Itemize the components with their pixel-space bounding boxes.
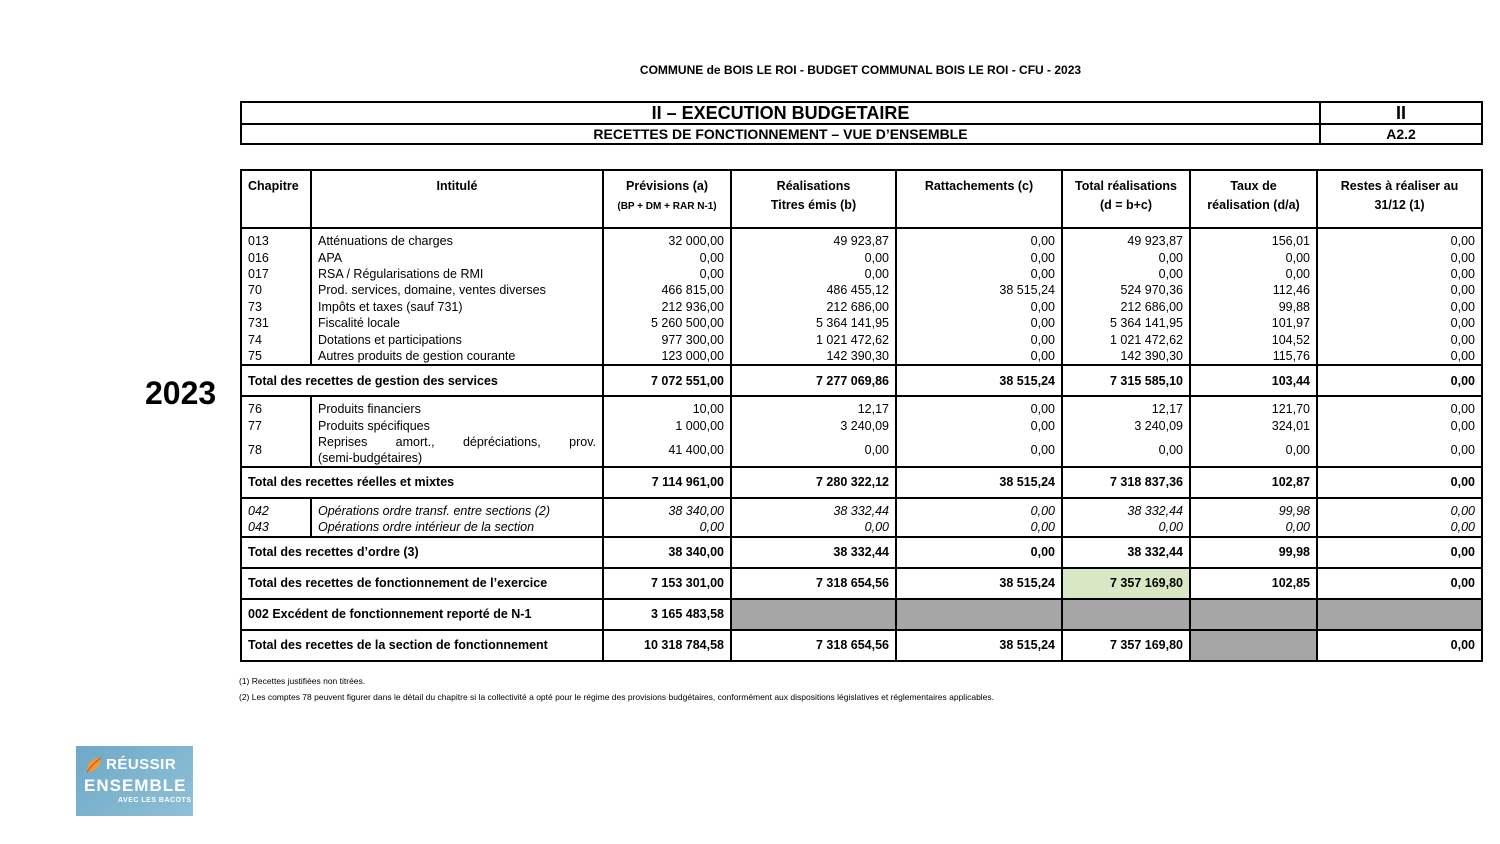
total-cell-rest: 0,00: [1317, 537, 1482, 568]
value-cell-ratt: 0,00: [896, 418, 1062, 434]
total-row: [241, 599, 1482, 630]
value-cell-tot: 5 364 141,95: [1062, 315, 1190, 331]
value-cell-taux: 101,97: [1190, 315, 1317, 331]
total-cell-ratt: 38 515,24: [896, 568, 1062, 599]
value-cell-tot: 38 332,44: [1062, 503, 1190, 519]
col-chapitre: Chapitre: [241, 170, 311, 228]
value-cell-real: 49 923,87: [731, 233, 896, 249]
value-cell-rest: 0,00: [1317, 418, 1482, 434]
table-row: [241, 315, 1482, 331]
table-row: [241, 418, 1482, 434]
section-subtitle: RECETTES DE FONCTIONNEMENT – VUE D’ENSEMBLE: [241, 124, 1320, 144]
total-label: Total des recettes de la section de fonctionnement: [241, 630, 603, 661]
chapitre-cell: 016: [241, 249, 311, 265]
total-cell-tot: 7 315 585,10: [1062, 365, 1190, 396]
logo: [76, 746, 193, 816]
table-row: [241, 266, 1482, 282]
value-cell-real: 212 686,00: [731, 299, 896, 315]
total-label: 002 Excédent de fonctionnement reporté de N-1: [241, 599, 603, 630]
value-cell-taux: 99,88: [1190, 299, 1317, 315]
total-row: [241, 365, 1482, 396]
footnote-1: (1) Recettes justifiées non titrées.: [239, 676, 366, 686]
total-cell-rest: [1317, 599, 1482, 630]
document-title: COMMUNE de BOIS LE ROI - BUDGET COMMUNAL BOIS LE ROI - CFU - 2023: [639, 63, 1082, 77]
value-cell-prev: 123 000,00: [603, 348, 731, 365]
intitule-cell: Fiscalité locale: [311, 315, 603, 331]
col-restes: Restes à réaliser au 31/12 (1): [1317, 170, 1482, 228]
intitule-cell: Prod. services, domaine, ventes diverses: [311, 282, 603, 298]
total-label: Total des recettes de fonctionnement de l’exercice: [241, 568, 603, 599]
total-cell-ratt: 38 515,24: [896, 365, 1062, 396]
total-label: Total des recettes d’ordre (3): [241, 537, 603, 568]
total-label: Total des recettes réelles et mixtes: [241, 467, 603, 498]
total-cell-rest: 0,00: [1317, 568, 1482, 599]
value-cell-prev: 212 936,00: [603, 299, 731, 315]
table-row: [241, 249, 1482, 265]
total-cell-real: 7 318 654,56: [731, 630, 896, 661]
table-row: [241, 299, 1482, 315]
value-cell-taux: 0,00: [1190, 266, 1317, 282]
value-cell-rest: 0,00: [1317, 233, 1482, 249]
total-cell-prev: 7 072 551,00: [603, 365, 731, 396]
total-cell-rest: 0,00: [1317, 630, 1482, 661]
value-cell-taux: 0,00: [1190, 434, 1317, 467]
total-cell-prev: 10 318 784,58: [603, 630, 731, 661]
section-header: [240, 101, 1483, 145]
col-previsions: Prévisions (a) (BP + DM + RAR N-1): [603, 170, 731, 228]
value-cell-ratt: 38 515,24: [896, 282, 1062, 298]
value-cell-prev: 0,00: [603, 249, 731, 265]
value-cell-prev: 41 400,00: [603, 434, 731, 467]
value-cell-prev: 0,00: [603, 519, 731, 536]
value-cell-prev: 977 300,00: [603, 331, 731, 347]
value-cell-rest: 0,00: [1317, 249, 1482, 265]
col-rattachements: Rattachements (c): [896, 170, 1062, 228]
footnotes: [239, 673, 994, 705]
logo-line2: ENSEMBLE: [84, 776, 187, 795]
value-cell-taux: 156,01: [1190, 233, 1317, 249]
total-cell-prev: 3 165 483,58: [603, 599, 731, 630]
total-cell-taux: 102,85: [1190, 568, 1317, 599]
value-cell-ratt: 0,00: [896, 331, 1062, 347]
value-cell-ratt: 0,00: [896, 266, 1062, 282]
col-realisations: Réalisations Titres émis (b): [731, 170, 896, 228]
total-cell-tot: 38 332,44: [1062, 537, 1190, 568]
intitule-cell: Opérations ordre transf. entre sections (2): [311, 503, 603, 519]
table-row: [241, 503, 1482, 519]
total-cell-taux: 102,87: [1190, 467, 1317, 498]
value-cell-tot: 0,00: [1062, 519, 1190, 536]
budget-table: [240, 169, 1483, 662]
chapitre-cell: 76: [241, 401, 311, 417]
value-cell-real: 486 455,12: [731, 282, 896, 298]
total-cell-real: 7 280 322,12: [731, 467, 896, 498]
value-cell-ratt: 0,00: [896, 315, 1062, 331]
value-cell-tot: 49 923,87: [1062, 233, 1190, 249]
total-cell-taux: [1190, 630, 1317, 661]
value-cell-tot: 142 390,30: [1062, 348, 1190, 365]
value-cell-real: 3 240,09: [731, 418, 896, 434]
chapitre-cell: 731: [241, 315, 311, 331]
table-header-row: [241, 170, 1482, 228]
total-cell-tot: 7 318 837,36: [1062, 467, 1190, 498]
value-cell-tot: 0,00: [1062, 266, 1190, 282]
value-cell-real: 0,00: [731, 249, 896, 265]
value-cell-rest: 0,00: [1317, 519, 1482, 536]
value-cell-prev: 10,00: [603, 401, 731, 417]
chapitre-cell: 78: [241, 434, 311, 467]
leaf-icon: [85, 756, 103, 774]
chapitre-cell: 70: [241, 282, 311, 298]
table-row: [241, 331, 1482, 347]
total-cell-tot: 7 357 169,80: [1062, 630, 1190, 661]
chapitre-cell: 017: [241, 266, 311, 282]
total-row: [241, 467, 1482, 498]
value-cell-taux: 112,46: [1190, 282, 1317, 298]
chapitre-cell: 74: [241, 331, 311, 347]
chapitre-cell: 013: [241, 233, 311, 249]
total-cell-taux: 103,44: [1190, 365, 1317, 396]
intitule-cell: Autres produits de gestion courante: [311, 348, 603, 365]
intitule-line2: (semi-budgétaires): [318, 450, 423, 465]
chapitre-cell: 043: [241, 519, 311, 536]
table-row: [241, 348, 1482, 365]
total-cell-rest: 0,00: [1317, 365, 1482, 396]
total-cell-tot: [1062, 599, 1190, 630]
intitule-line1: Reprises amort., dépréciations, prov.: [318, 434, 596, 449]
value-cell-prev: 0,00: [603, 266, 731, 282]
value-cell-taux: 115,76: [1190, 348, 1317, 365]
logo-line3: AVEC LES BACOTS: [118, 797, 192, 804]
value-cell-ratt: 0,00: [896, 503, 1062, 519]
value-cell-taux: 99,98: [1190, 503, 1317, 519]
value-cell-ratt: 0,00: [896, 249, 1062, 265]
total-cell-taux: [1190, 599, 1317, 630]
year-label: 2023: [145, 375, 217, 411]
value-cell-real: 12,17: [731, 401, 896, 417]
section-code: II: [1320, 102, 1482, 124]
col-intitule: Intitulé: [311, 170, 603, 228]
value-cell-real: 0,00: [731, 519, 896, 536]
value-cell-rest: 0,00: [1317, 331, 1482, 347]
value-cell-ratt: 0,00: [896, 434, 1062, 467]
value-cell-real: 1 021 472,62: [731, 331, 896, 347]
intitule-cell: [311, 434, 603, 467]
total-cell-tot: 7 357 169,80: [1062, 568, 1190, 599]
value-cell-taux: 0,00: [1190, 519, 1317, 536]
total-cell-real: [731, 599, 896, 630]
section-title: II – EXECUTION BUDGETAIRE: [241, 102, 1320, 124]
table-row: [241, 434, 1482, 467]
table-row: [241, 519, 1482, 536]
value-cell-rest: 0,00: [1317, 282, 1482, 298]
value-cell-real: 142 390,30: [731, 348, 896, 365]
value-cell-taux: 324,01: [1190, 418, 1317, 434]
value-cell-prev: 32 000,00: [603, 233, 731, 249]
total-row: [241, 568, 1482, 599]
value-cell-tot: 0,00: [1062, 249, 1190, 265]
value-cell-rest: 0,00: [1317, 434, 1482, 467]
total-cell-real: 7 318 654,56: [731, 568, 896, 599]
chapitre-cell: 75: [241, 348, 311, 365]
value-cell-prev: 466 815,00: [603, 282, 731, 298]
total-row: [241, 537, 1482, 568]
value-cell-tot: 524 970,36: [1062, 282, 1190, 298]
intitule-cell: APA: [311, 249, 603, 265]
table-row: [241, 233, 1482, 249]
intitule-cell: Impôts et taxes (sauf 731): [311, 299, 603, 315]
logo-line1: RÉUSSIR: [106, 756, 177, 773]
intitule-cell: Produits spécifiques: [311, 418, 603, 434]
value-cell-taux: 0,00: [1190, 249, 1317, 265]
value-cell-ratt: 0,00: [896, 233, 1062, 249]
value-cell-taux: 121,70: [1190, 401, 1317, 417]
value-cell-rest: 0,00: [1317, 315, 1482, 331]
table-row: [241, 282, 1482, 298]
total-cell-ratt: [896, 599, 1062, 630]
intitule-cell: Atténuations de charges: [311, 233, 603, 249]
value-cell-real: 5 364 141,95: [731, 315, 896, 331]
total-cell-ratt: 38 515,24: [896, 630, 1062, 661]
value-cell-prev: 1 000,00: [603, 418, 731, 434]
total-cell-prev: 38 340,00: [603, 537, 731, 568]
value-cell-tot: 12,17: [1062, 401, 1190, 417]
chapitre-cell: 77: [241, 418, 311, 434]
intitule-cell: RSA / Régularisations de RMI: [311, 266, 603, 282]
value-cell-tot: 3 240,09: [1062, 418, 1190, 434]
chapitre-cell: 73: [241, 299, 311, 315]
value-cell-ratt: 0,00: [896, 299, 1062, 315]
intitule-cell: Opérations ordre intérieur de la section: [311, 519, 603, 536]
value-cell-rest: 0,00: [1317, 348, 1482, 365]
value-cell-real: 0,00: [731, 434, 896, 467]
value-cell-rest: 0,00: [1317, 401, 1482, 417]
value-cell-ratt: 0,00: [896, 401, 1062, 417]
footnote-2: (2) Les comptes 78 peuvent figurer dans le détail du chapitre si la collectivité a opté pour le régime des provisions budgétaires, conformément aux dispositions législatives et réglementaires applicables.: [239, 692, 995, 702]
value-cell-ratt: 0,00: [896, 348, 1062, 365]
value-cell-tot: 1 021 472,62: [1062, 331, 1190, 347]
chapitre-cell: 042: [241, 503, 311, 519]
intitule-cell: Dotations et participations: [311, 331, 603, 347]
value-cell-rest: 0,00: [1317, 503, 1482, 519]
value-cell-rest: 0,00: [1317, 299, 1482, 315]
value-cell-tot: 0,00: [1062, 434, 1190, 467]
section-subtitle-code: A2.2: [1320, 124, 1482, 144]
total-label: Total des recettes de gestion des services: [241, 365, 603, 396]
intitule-cell: Produits financiers: [311, 401, 603, 417]
col-taux: Taux de réalisation (d/a): [1190, 170, 1317, 228]
total-row: [241, 630, 1482, 661]
value-cell-real: 0,00: [731, 266, 896, 282]
total-cell-ratt: 38 515,24: [896, 467, 1062, 498]
value-cell-ratt: 0,00: [896, 519, 1062, 536]
table-row: [241, 401, 1482, 417]
total-cell-prev: 7 114 961,00: [603, 467, 731, 498]
value-cell-real: 38 332,44: [731, 503, 896, 519]
total-cell-real: 7 277 069,86: [731, 365, 896, 396]
value-cell-prev: 38 340,00: [603, 503, 731, 519]
total-cell-rest: 0,00: [1317, 467, 1482, 498]
total-cell-real: 38 332,44: [731, 537, 896, 568]
value-cell-rest: 0,00: [1317, 266, 1482, 282]
total-cell-taux: 99,98: [1190, 537, 1317, 568]
value-cell-taux: 104,52: [1190, 331, 1317, 347]
total-cell-prev: 7 153 301,00: [603, 568, 731, 599]
total-cell-ratt: 0,00: [896, 537, 1062, 568]
value-cell-prev: 5 260 500,00: [603, 315, 731, 331]
value-cell-tot: 212 686,00: [1062, 299, 1190, 315]
col-total: Total réalisations (d = b+c): [1062, 170, 1190, 228]
